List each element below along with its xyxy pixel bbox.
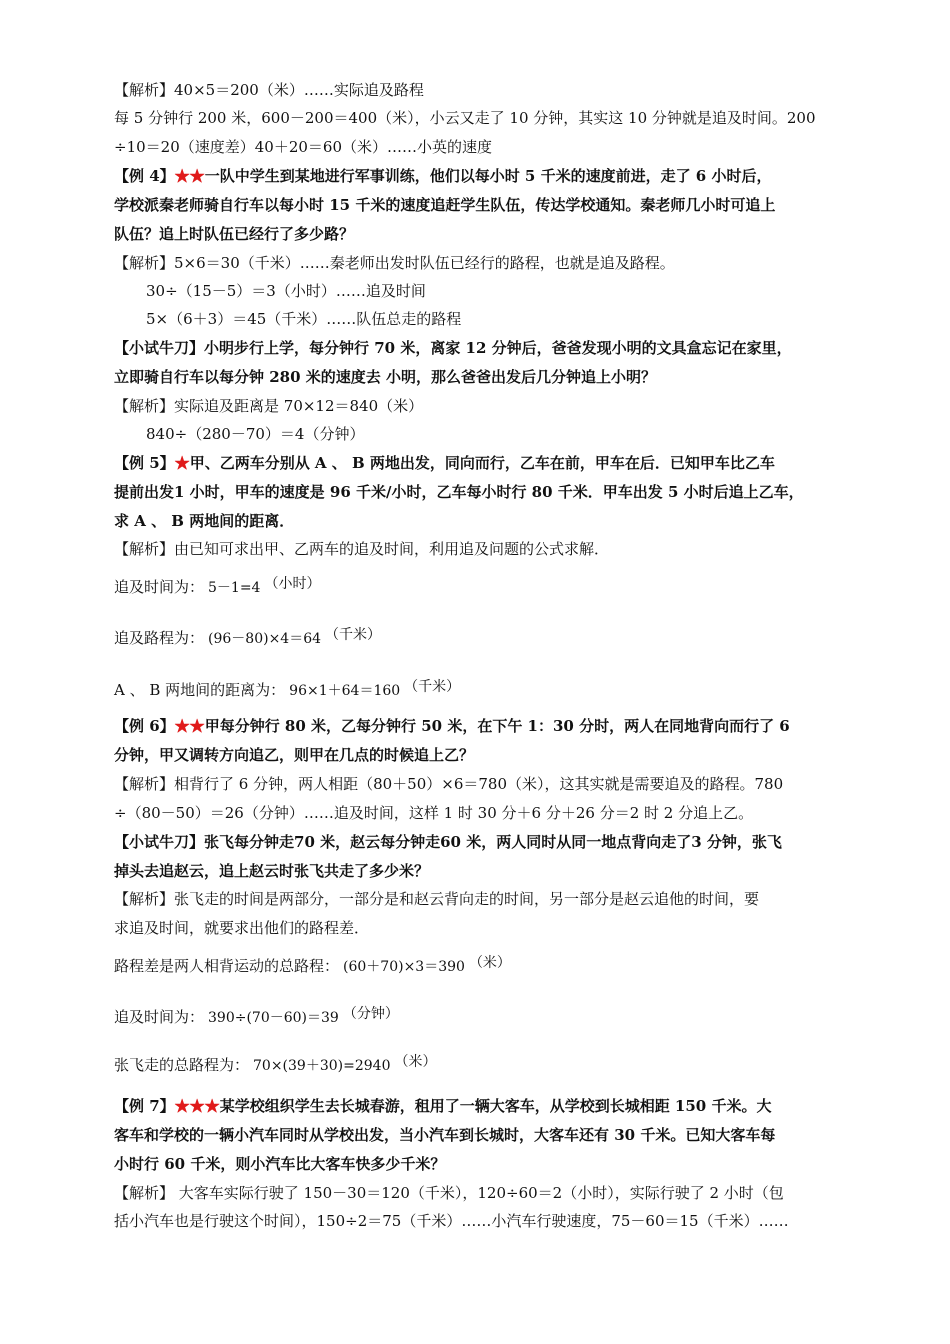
solution-line: 【解析】40×5＝200（米）……实际追及路程: [114, 81, 424, 99]
formula-unit: （分钟）: [342, 1006, 399, 1022]
formula-math: (96－80)×4＝64: [208, 631, 322, 647]
example-5-line: 提前出发1 小时，甲车的速度是 96 千米/小时，乙车每小时行 80 千米．甲车出发 5 小时后追上乙车，: [114, 483, 804, 501]
solution-line: 括小汽车也是行驶这个时间），150÷2＝75（千米）……小汽车行驶速度，75－60＝15（千米）……: [114, 1212, 789, 1230]
formula-line: [114, 955, 511, 976]
formula-line: [114, 627, 381, 648]
solution-line: 【解析】相背行了 6 分钟，两人相距（80＋50）×6＝780（米），这其实就是需要追及的路程。780: [114, 775, 784, 793]
try-it-line: 立即骑自行车以每分钟 280 米的速度去 小明，那么爸爸出发后几分钟追上小明？: [114, 368, 656, 386]
solution-line: 5×（6＋3）＝45（千米）……队伍总走的路程: [146, 310, 462, 328]
formula-math: (60＋70)×3＝390: [343, 959, 465, 975]
solution-line: 【解析】由已知可求出甲、乙两车的追及时间，利用追及问题的公式求解．: [114, 540, 610, 558]
solution-line: ÷（80－50）＝26（分钟）……追及时间，这样 1 时 30 分＋6 分＋26 分＝2 时 2 分追上乙。: [114, 804, 754, 822]
formula-unit: （米）: [468, 955, 511, 971]
example-4-line: 队伍？追上时队伍已经行了多少路？: [114, 225, 355, 243]
formula-label: 张飞走的总路程为：: [114, 1056, 250, 1074]
formula-label: 路程差是两人相背运动的总路程：: [114, 957, 340, 975]
example-text: 某学校组织学生去长城春游，租用了一辆大客车，从学校到长城相距 150 千米。大: [219, 1097, 772, 1115]
difficulty-stars: ★★★: [174, 1097, 220, 1115]
example-4-line: 学校派秦老师骑自行车以每小时 15 千米的速度追赶学生队伍，传达学校通知。秦老师几小时可追上: [114, 196, 776, 214]
try-it-line: 【小试牛刀】小明步行上学，每分钟行 70 米，离家 12 分钟后，爸爸发现小明的文具盒忘记在家里，: [114, 339, 792, 357]
formula-unit: （千米）: [325, 627, 382, 643]
formula-label: 追及时间为：: [114, 578, 205, 596]
formula-line: [114, 679, 460, 700]
example-text: 甲每分钟行 80 米，乙每分钟行 50 米，在下午 1：30 分时，两人在同地背向而行了 6: [204, 717, 790, 735]
formula-unit: （小时）: [264, 576, 321, 592]
example-tag: 【例 5】: [114, 454, 175, 472]
example-4-line: [114, 162, 838, 191]
solution-line: 【解析】张飞走的时间是两部分，一部分是和赵云背向走的时间，另一部分是赵云追他的时间，要: [114, 890, 760, 908]
formula-line: [114, 576, 320, 597]
difficulty-stars: ★★: [174, 167, 205, 185]
solution-line: ÷10＝20（速度差）40＋20＝60（米）……小英的速度: [114, 138, 493, 156]
solution-line: 【解析】5×6＝30（千米）……秦老师出发时队伍已经行的路程，也就是追及路程。: [114, 254, 675, 272]
solution-line: 每 5 分钟行 200 米，600－200＝400（米），小云又走了 10 分钟，其实这 10 分钟就是追及时间。200: [114, 109, 816, 127]
formula-unit: （千米）: [404, 679, 461, 695]
example-tag: 【例 6】: [114, 717, 175, 735]
formula-math: 5－1=4: [208, 580, 261, 596]
try-it-line: 掉头去追赵云，追上赵云时张飞共走了多少米？: [114, 862, 430, 880]
example-6-line: [114, 712, 838, 741]
solution-line: 求追及时间，就要求出他们的路程差．: [114, 919, 370, 937]
formula-unit: （米）: [394, 1054, 437, 1070]
try-it-line: 【小试牛刀】张飞每分钟走70 米，赵云每分钟走60 米，两人同时从同一地点背向走了3 分钟，张飞: [114, 833, 782, 851]
formula-line: [114, 1006, 399, 1027]
example-7-line: 小时行 60 千米，则小汽车比大客车快多少千米？: [114, 1155, 446, 1173]
example-text: 甲、乙两车分别从 A 、 B 两地出发，同向而行，乙车在前，甲车在后．已知甲车比乙车: [189, 454, 775, 472]
solution-line: 840÷（280－70）＝4（分钟）: [146, 425, 365, 443]
example-tag: 【例 4】: [114, 167, 175, 185]
solution-line: 【解析】 大客车实际行驶了 150－30＝120（千米），120÷60＝2（小时），实际行驶了 2 小时（包: [114, 1184, 784, 1202]
example-5-line: 求 A 、 B 两地间的距离．: [114, 512, 295, 530]
example-5-line: [114, 449, 838, 478]
formula-line: [114, 1054, 436, 1075]
formula-label: 追及时间为：: [114, 1008, 205, 1026]
formula-math: 70×(39＋30)=2940: [253, 1058, 391, 1074]
example-tag: 【例 7】: [114, 1097, 175, 1115]
example-text: 一队中学生到某地进行军事训练，他们以每小时 5 千米的速度前进，走了 6 小时后，: [204, 167, 772, 185]
formula-label: 追及路程为：: [114, 629, 205, 647]
difficulty-stars: ★: [174, 454, 190, 472]
example-7-line: [114, 1092, 838, 1121]
formula-label: A 、 B 两地间的距离为：: [114, 681, 286, 699]
formula-math: 390÷(70－60)＝39: [208, 1010, 339, 1026]
solution-line: 【解析】实际追及距离是 70×12＝840（米）: [114, 397, 424, 415]
formula-math: 96×1＋64＝160: [289, 683, 401, 699]
example-7-line: 客车和学校的一辆小汽车同时从学校出发，当小汽车到长城时，大客车还有 30 千米。已知大客车每: [114, 1126, 776, 1144]
solution-line: 30÷（15－5）＝3（小时）……追及时间: [146, 282, 426, 300]
example-6-line: 分钟，甲又调转方向追乙，则甲在几点的时候追上乙？: [114, 746, 475, 764]
difficulty-stars: ★★: [174, 717, 205, 735]
